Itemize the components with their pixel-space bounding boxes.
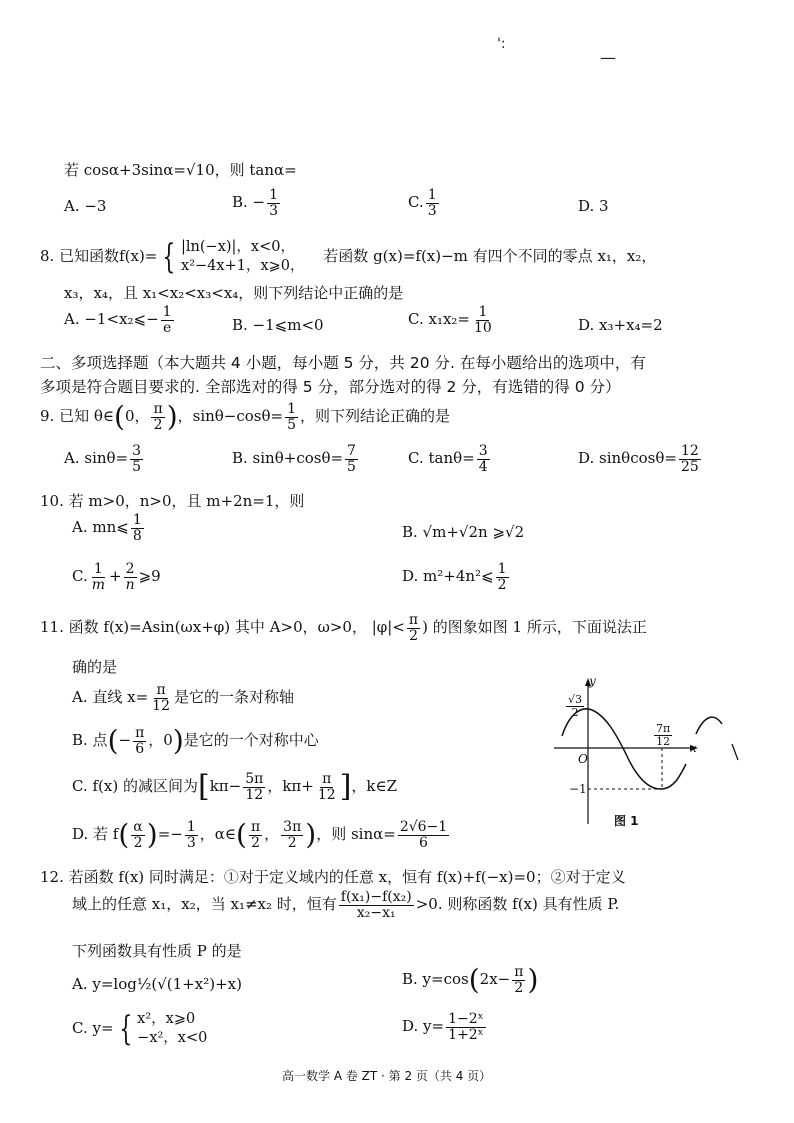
fig-y-tick-label	[566, 694, 584, 718]
scan-mark-right: —	[600, 48, 616, 67]
q11-option-d-mid2: ，α∈	[199, 825, 236, 844]
q8-stem-pre: 已知函数f(x)=	[59, 246, 158, 265]
q9-option-d	[578, 444, 703, 474]
q10-option-c-tail: ⩾9	[138, 567, 161, 586]
q11-stem	[40, 613, 647, 643]
q12-option-c-label: C. y=	[72, 1018, 114, 1037]
q11-option-b: B. 点(− $\frac{\pi}{6}$ ，0)是它的一个对称中心	[72, 724, 319, 758]
q9-stem: 9. 已知 θ∈(0， $\frac{\pi}{2}$ )，sinθ−cosθ= $\frac{1}{5}$ ，则下列结论正确的是	[40, 400, 451, 434]
scan-mark-left: ':	[497, 36, 506, 52]
q11-option-d-fraction2: $\frac{1}{3}$	[186, 819, 196, 851]
q11-option-b-sign: −	[118, 731, 132, 750]
q11-option-a-fraction: $\frac{\pi}{12}$	[152, 682, 170, 714]
q11-option-d-pre: D. 若 f	[72, 825, 119, 844]
q11-option-d-mid: =−	[157, 825, 183, 844]
fig-origin-label: O	[578, 752, 588, 766]
q10-option-b: B. √m+√2n ⩾√2	[402, 523, 525, 541]
q8-option-d: D. x₃+x₄=2	[578, 316, 663, 334]
q8-option-a-fraction: $\frac{1}{e}$	[162, 304, 172, 336]
q11-option-c-b: ，kπ+	[267, 777, 314, 796]
q9-value-fraction: $\frac{1}{5}$	[287, 401, 297, 433]
q8-piecewise: { |ln(−x)|，x<0， x²−4x+1，x⩾0，	[162, 236, 305, 277]
q11-option-b-post: ，0	[148, 731, 173, 750]
fig-y-min-label: −1	[569, 782, 587, 796]
q8-option-c-fraction: $\frac{1}{10}$	[474, 304, 492, 336]
q12-option-b-arg: 2x−	[479, 970, 511, 989]
q11-option-d-mid3: ，则 sinα=	[316, 825, 396, 844]
q10-option-a-fraction: $\frac{1}{8}$	[132, 512, 142, 544]
q11-stem-pre: 函数 f(x)=Asin(ωx+φ) 其中 A>0，ω>0， |φ|<	[68, 618, 405, 637]
q9-stem-mid: ，sinθ−cosθ=	[177, 407, 284, 426]
q7-option-a: A. −3	[64, 197, 107, 215]
q10-option-c-fraction2: $\frac{2}{n}$	[125, 561, 135, 593]
q8-number: 8.	[40, 246, 55, 265]
q10-option-c	[72, 562, 161, 592]
q12-option-d-fraction: $\frac{\text{1−2ˣ}}{\text{1+2ˣ}}$	[448, 1011, 484, 1043]
section-2-line2: 多项是符合题目要求的. 全部选对的得 5 分，部分选对的得 2 分，有选错的得 0 分）	[40, 378, 621, 396]
q11-option-b-tail: 是它的一个对称中心	[183, 731, 319, 750]
q11-stem-post: ) 的图象如图 1 所示，下面说法正	[422, 618, 647, 637]
q7-option-c	[408, 188, 441, 218]
q11-option-d-fraction3: $\frac{\pi}{2}$	[250, 819, 261, 851]
q11-option-d-comma: ，	[264, 825, 280, 844]
q8-case1: |ln(−x)|，x<0，	[181, 239, 295, 255]
q9-option-a-label: A. sinθ=	[64, 449, 129, 468]
q8-option-a	[64, 305, 176, 335]
q12-option-c-piecewise: { x²，x⩾0 −x²，x<0	[118, 1008, 208, 1049]
sine-curve	[562, 705, 686, 789]
q9-option-d-label: D. sinθcosθ=	[578, 449, 677, 468]
q10-option-a-label: A. mn⩽	[72, 518, 129, 537]
q10-option-d	[402, 562, 511, 592]
q11-option-d-fraction4: $\frac{3\pi}{2}$	[283, 819, 302, 851]
q11-option-c-pre: C. f(x) 的减区间为	[72, 777, 198, 796]
q10-number: 10.	[40, 492, 64, 510]
q11-option-c-a: kπ−	[209, 777, 242, 796]
q11-option-c-fraction1: $\frac{5\pi}{12}$	[245, 771, 264, 803]
q9-number: 9.	[40, 407, 55, 426]
q9-option-d-fraction: $\frac{12}{25}$	[680, 443, 699, 475]
q12-line1	[40, 866, 626, 887]
q11-option-d: D. 若 f( $\frac{\alpha}{2}$ )=− $\frac{1}{3}$ ，α∈( $\frac{\pi}{2}$ ， $\frac{3\pi}{2}$ )，则 sinα= $\frac{2√6-1}{6}$	[72, 818, 448, 852]
q7-option-b	[232, 188, 282, 218]
q11-line2: 确的是	[72, 658, 118, 676]
q11-option-a-pre: A. 直线 x=	[72, 688, 149, 707]
q11-stem-fraction: $\frac{\pi}{2}$	[408, 612, 419, 644]
q12-option-c-case1: x²，x⩾0	[137, 1011, 196, 1027]
q12-option-b: B. y=cos(2x− $\frac{\pi}{2}$ )	[402, 963, 539, 997]
q7-stem: 若 cosα+3sinα=√10，则 tanα=	[64, 161, 297, 179]
q12-option-c	[72, 1010, 207, 1048]
q11-option-c-fraction2: $\frac{\pi}{12}$	[317, 771, 336, 803]
q8-line2: x₃，x₄，且 x₁<x₂<x₃<x₄，则下列结论中正确的是	[64, 284, 404, 302]
q8-option-c-label: C. x₁x₂=	[408, 310, 470, 329]
q10-option-c-fraction1: $\frac{1}{m}$	[91, 561, 105, 593]
fig-y-label: y	[589, 674, 596, 688]
q9-option-a-fraction: $\frac{3}{5}$	[132, 443, 142, 475]
q10-stem	[40, 490, 304, 511]
q8-stem	[40, 238, 656, 276]
q10-option-a	[72, 513, 146, 543]
q9-option-c-fraction: $\frac{3}{4}$	[478, 443, 488, 475]
q12-option-d	[402, 1012, 488, 1042]
q11-option-d-fraction5: $\frac{2√6-1}{6}$	[399, 819, 448, 851]
q9-option-a	[64, 444, 145, 474]
q11-option-b-fraction: $\frac{\pi}{6}$	[135, 725, 145, 757]
fig-x-tick-num: 7π	[656, 722, 671, 735]
q12-line2-post: >0. 则称函数 f(x) 具有性质 P.	[415, 895, 620, 914]
q9-option-c-label: C. tanθ=	[408, 449, 475, 468]
q10-option-c-plus: +	[109, 567, 122, 586]
scan-artifact-stroke	[732, 744, 738, 760]
q8-option-c	[408, 305, 496, 335]
q12-line2-pre: 域上的任意 x₁，x₂，当 x₁≠x₂ 时，恒有	[72, 895, 337, 914]
q7-option-c-label: C.	[408, 193, 424, 212]
q8-case2: x²−4x+1，x⩾0，	[181, 257, 305, 274]
q12-option-d-label: D. y=	[402, 1017, 445, 1036]
q12-option-b-fraction: $\frac{\pi}{2}$	[514, 964, 524, 996]
q9-interval-fraction: $\frac{\pi}{2}$	[153, 401, 163, 433]
q11-option-a-post: 是它的一条对称轴	[174, 688, 295, 707]
q9-option-b-fraction: $\frac{7}{5}$	[347, 443, 356, 475]
q10-stem-text: 若 m>0，n>0，且 m+2n=1，则	[68, 492, 305, 510]
q8-option-a-label: A. −1<x₂⩽−	[64, 310, 159, 329]
q12-line2-fraction: $\frac{\text{f(x₁)−f(x₂)}}{\text{x₂−x₁}}$	[340, 889, 412, 921]
q7-option-b-label: B. −	[232, 193, 266, 212]
q9-stem-post: ，则下列结论正确的是	[300, 407, 451, 426]
q9-option-b	[232, 444, 360, 474]
q12-line2	[72, 890, 619, 920]
q12-line3: 下列函数具有性质 P 的是	[72, 942, 242, 960]
q12-line1-text: 若函数 f(x) 同时满足：①对于定义域内的任意 x，恒有 f(x)+f(−x)=0；②对于定义	[68, 868, 626, 886]
q8-stem-post: 若函数 g(x)=f(x)−m 有四个不同的零点 x₁，x₂，	[323, 246, 657, 265]
q12-option-c-case2: −x²，x<0	[137, 1029, 208, 1046]
q9-interval-lo: 0，	[124, 407, 150, 426]
q10-option-c-label: C.	[72, 567, 88, 586]
fig-y-tick-den: 2	[571, 705, 579, 719]
q11-number: 11.	[40, 618, 64, 637]
fig-x-label: x	[690, 741, 697, 755]
q9-option-b-label: B. sinθ+cosθ=	[232, 449, 344, 468]
q7-option-d: D. 3	[578, 197, 609, 215]
page-footer: 高一数学 A 卷 ZT · 第 2 页（共 4 页）	[282, 1069, 492, 1083]
q10-option-d-fraction: $\frac{1}{2}$	[497, 561, 507, 593]
q9-stem-pre: 已知 θ∈	[59, 407, 114, 426]
q11-option-c-tail: ，k∈Z	[351, 777, 398, 796]
section-2-line1: 二、多项选择题（本大题共 4 小题，每小题 5 分，共 20 分. 在每小题给出的选项中，有	[40, 354, 646, 372]
fig-x-tick-label	[654, 723, 672, 747]
fig-caption: 图 1	[614, 814, 639, 828]
q11-option-a	[72, 683, 294, 713]
q7-option-b-fraction: $\frac{1}{3}$	[269, 187, 279, 219]
q10-option-d-label: D. m²+4n²⩽	[402, 567, 494, 586]
sine-curve-tail	[696, 717, 722, 734]
q11-option-b-pre: B. 点	[72, 731, 108, 750]
q12-number: 12.	[40, 868, 64, 886]
q7-option-c-fraction: $\frac{1}{3}$	[427, 187, 437, 219]
q8-option-b: B. −1⩽m<0	[232, 316, 324, 334]
q12-option-a: A. y=log½(√(1+x²)+x)	[72, 975, 242, 993]
q9-option-c	[408, 444, 492, 474]
q11-option-c: C. f(x) 的减区间为[kπ− $\frac{5\pi}{12}$ ，kπ+ $\frac{\pi}{12}$ ]，k∈Z	[72, 769, 398, 805]
fig-x-tick-den: 12	[656, 734, 671, 748]
q11-option-d-fraction1: $\frac{\alpha}{2}$	[133, 819, 143, 851]
q12-option-b-pre: B. y=cos	[402, 970, 469, 989]
fig-y-tick-num: √3	[568, 693, 583, 706]
